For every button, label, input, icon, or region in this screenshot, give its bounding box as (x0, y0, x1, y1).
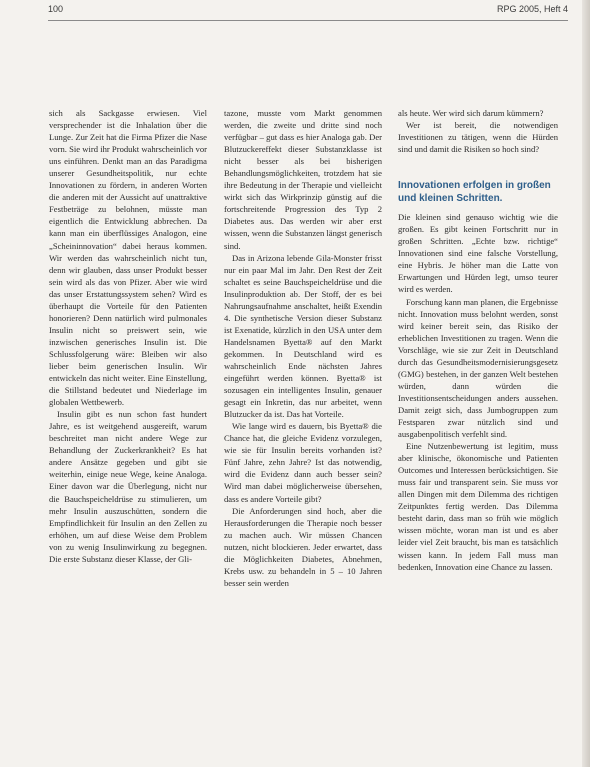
paragraph: Wer ist bereit, die notwendigen Investitionen zu tätigen, wenn die Hürden sind und damit die Risiken so hoch sind? (398, 120, 558, 155)
page-header (48, 4, 568, 18)
paragraph: Die kleinen sind genauso wichtig wie die großen. Es gibt keinen Fortschritt nur in großen Schritten. „Echte bzw. richtige“ Innovationen sind eine falsche Vorstellung, eine Hybris. Je höher man die Latte von Erwartungen und Hürden legt, umso teurer wird es werden. (398, 212, 558, 295)
section-heading: Innovationen erfolgen in großen und kleinen Schritten. (398, 180, 551, 205)
paragraph: Eine Nutzenbewertung ist legitim, muss aber klinische, ökonomische und Patienten Outcomes und Interessen berücksichtigen. Sie muss fair und transparent sein. Sie muss vor allen Dingen mit dem Dilemma des richtigen Zeitpunktes fertig werden. Das Dilemma besteht darin, dass man so früh wie möglich wissen möchte, woran man ist und es aber leider viel Zeit braucht, bis man es tatsächlich wissen kann. In jedem Fall muss man bedenken, Innovation eine Chance zu lassen. (398, 441, 558, 572)
page-edge-shadow (582, 0, 590, 767)
paragraph: Forschung kann man planen, die Ergebnisse nicht. Innovation muss belohnt werden, sonst wird keiner bereit sein, das Risiko der erheblichen Investitionen zu tragen. Wenn die Vorschläge, wie sie zur Zeit in Deutschland durch das Gesundheitsmodernisierungsgesetz (GMG) bestehen, in der ganzen Welt bestehen würden, dann würden die Investitionsentscheidungen anders aussehen. Damit zeigt sich, dass Jumbogruppen zum Festsparen zwar nützlich sind und ausgabenpolitisch verfehlt sind. (398, 296, 558, 440)
paragraph: tazone, musste vom Markt genommen werden, die zweite und dritte sind noch verfügbar – gut dass es hier Analoga gab. Der Blutzuckereffekt dieser Substanzklasse ist nicht besser als bei bisherigen Behandlungsmöglichkeiten, trotzdem hat sie ihre Bedeutung in der Therapie und vielleicht wirkt sich das Wirkprinzip günstig auf die fortschreitende Progression des Typ 2 Diabetes aus. Das werden wir aber erst wissen, wenn die Substanzen längst generisch sind. (224, 108, 382, 251)
paragraph: sich als Sackgasse erwiesen. Viel versprechender ist die Inhalation über die Lunge. Zur Zeit hat die Firma Pfizer die Nase vorn. Sie wird ihr Produkt wahrscheinlich vor uns einführen. Denkt man an das Paradigma unserer Gesundheitspolitik, nur echte Innovationen zu fördern, in anderen Worten die anderen mit der Aussicht auf unattraktive Festbeträge zu belohnen, müsste man eigentlich die Entwicklung abbrechen. Da kann man ein überflüssiges Analogon, eine „Scheininnovation“ dabei heraus kommen. Wir werden das wahrscheinlich nicht tun, denn wir glauben, dass unser Produkt besser sein wird als das von Pfizer. Aber wie wird das unser Erstattungssystem sehen? Wird es überhaupt die Vorteile für den Patienten honorieren? Denn natürlich wird pulmonales Insulin nicht so preiswert sein, wie inzwischen generisches Insulin ist. Die Schlussfolgerung wäre: Bleiben wir also lieber beim generischen Insulin. Wir entwickeln das nicht weiter. Eine Einstellung, die Stillstand bedeutet und Niederlage im globalen Wettbewerb. (49, 108, 207, 408)
page-number: 100 (48, 4, 64, 14)
header-rule (48, 20, 568, 21)
paragraph: Insulin gibt es nun schon fast hundert Jahre, es ist weitgehend ausgereift, warum beschreitet man nicht andere Wege zur Behandlung der Zuckerkrankheit? Es hat andere Ansätze gegeben und gibt sie weiterhin, einige neue Wege, keine Analoga. Einer davon war die Überlegung, nicht nur die Bauchspeicheldrüse zu stimulieren, um mehr Insulin auszuschütten, sondern die Empfindlichkeit für Insulin an den Zellen zu erhöhen, um auf diese Weise dem Problem von zu wenig Insulinwirkung zu begegnen. Die erste Substanz dieser Klasse, der Gli- (49, 409, 207, 564)
text-column-2 (224, 107, 382, 589)
paragraph: Die Anforderungen sind hoch, aber die Herausforderungen die Therapie noch besser zu machen auch. Wir müssen Chancen nutzen, nicht blockieren. Jeder erwartet, dass die Möglichkeiten Diabetes, Abnehmen, Krebs usw. zu behandeln in 5 – 10 Jahren besser sein werden (224, 505, 382, 588)
text-column-1 (49, 107, 207, 565)
paragraph: als heute. Wer wird sich darum kümmern? (398, 108, 544, 118)
journal-reference: RPG 2005, Heft 4 (496, 4, 568, 14)
paragraph: Das in Arizona lebende Gila-Monster frisst nur ein paar Mal im Jahr. Den Rest der Zeit schaltet es seine Bauchspeicheldrüse und die Insulinproduktion ab. Der Stoff, der es bei Nahrungsaufnahme anschaltet, heißt Exendin 4. Die synthetische Version dieser Substanz ist Exenatide, kürzlich in den USA unter dem Handelsnamen Byetta® auf den Markt gekommen. In Deutschland wird es wahrscheinlich Ende nächsten Jahres eingeführt werden können. Byetta® ist sozusagen ein intelligentes Insulin, genauer gesagt ein Inkretin, das nur arbeitet, wenn Blutzucker da ist. Das hat Vorteile. (224, 252, 382, 420)
paragraph: Wie lange wird es dauern, bis Byetta® die Chance hat, die gleiche Evidenz vorzulegen, wie sie für Insulin bereits vorhanden ist? Fünf Jahre, zehn Jahre? Ist das notwendig, wird die Evidenz dann auch besser sein? Wird man dabei möglicherweise übersehen, dass es andere Vorteile gibt? (224, 421, 382, 504)
text-column-3 (398, 107, 558, 573)
